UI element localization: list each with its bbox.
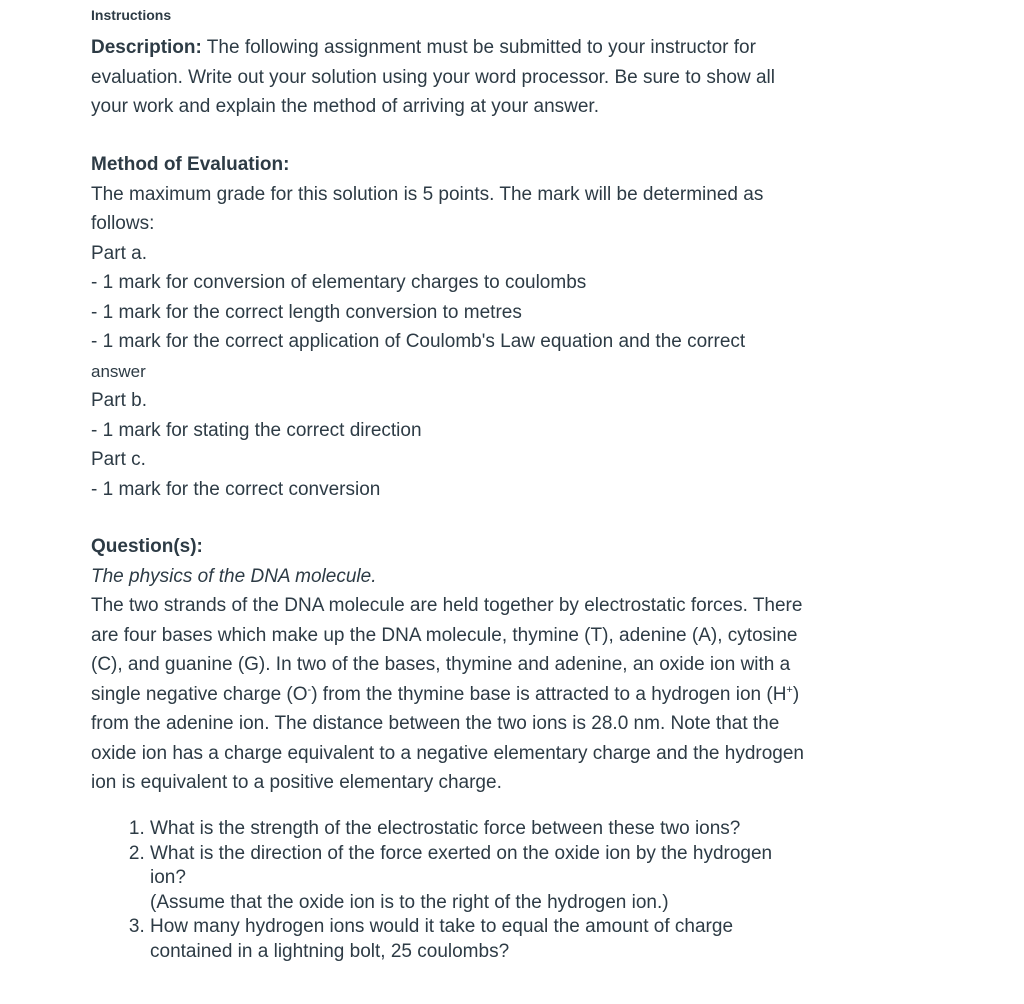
p4-part-c: ) [792,683,800,705]
question-line: contained in a lightning bolt, 25 coulombs? [150,940,510,962]
p4-part-a: single negative charge (O [91,683,308,705]
question-item [150,817,910,842]
evaluation-line: follows: [91,213,155,234]
question-paragraph-line [91,680,891,710]
question-line: 2. What is the direction of the force exerted on the oxide ion by the hydrogen [150,842,773,864]
description-line: The following assignment must be submitted to your instructor for [201,37,756,58]
hydrogen-charge-sup: + [786,683,793,696]
evaluation-wrap-line: answer [91,361,146,381]
oxide-charge-sup: - [307,683,312,696]
description-line: evaluation. Write out your solution using your word processor. Be sure to show all [91,66,775,88]
evaluation-line: - 1 mark for stating the correct direction [91,419,422,441]
question-paragraph-line: oxide ion has a charge equivalent to a negative elementary charge and the hydrogen [91,742,804,764]
description-section [91,33,891,122]
evaluation-line: The maximum grade for this solution is 5 points. The mark will be determined as [91,183,764,205]
question-paragraph-line: (C), and guanine (G). In two of the bases, thymine and adenine, an oxide ion with a [91,654,791,675]
description-label: Description: [91,37,202,58]
question-paragraph-line: are four bases which make up the DNA molecule, thymine (T), adenine (A), cytosine [91,624,798,646]
evaluation-line: - 1 mark for the correct application of Coulomb's Law equation and the correct [91,331,746,352]
questions-label: Question(s): [91,536,203,557]
evaluation-line: - 1 mark for the correct conversion [91,478,381,500]
question-item [150,915,910,964]
evaluation-section [91,150,891,504]
instructions-heading: Instructions [91,7,172,23]
questions-subtitle: The physics of the DNA molecule. [91,565,377,587]
question-list [91,817,910,964]
question-item [150,842,910,916]
evaluation-line: Part a. [91,242,147,264]
p4-part-b: ) from the thymine base is attracted to a hydrogen ion (H [311,683,787,705]
question-line: 3. How many hydrogen ions would it take to equal the amount of charge [150,916,734,937]
evaluation-line: Part b. [91,390,147,411]
question-line: (Assume that the oxide ion is to the right of the hydrogen ion.) [150,891,669,913]
evaluation-line: - 1 mark for the correct length conversion to metres [91,301,522,323]
questions-section [91,532,891,798]
description-line: your work and explain the method of arriving at your answer. [91,96,599,117]
evaluation-line: - 1 mark for conversion of elementary charges to coulombs [91,272,587,293]
question-paragraph-line: from the adenine ion. The distance between the two ions is 28.0 nm. Note that the [91,713,780,734]
evaluation-line: Part c. [91,449,146,470]
question-line: 1. What is the strength of the electrostatic force between these two ions? [150,818,741,839]
evaluation-label: Method of Evaluation: [91,154,290,175]
question-paragraph-line: ion is equivalent to a positive elementary charge. [91,772,502,793]
question-paragraph-line: The two strands of the DNA molecule are held together by electrostatic forces. There [91,595,803,616]
question-line: ion? [150,867,186,888]
